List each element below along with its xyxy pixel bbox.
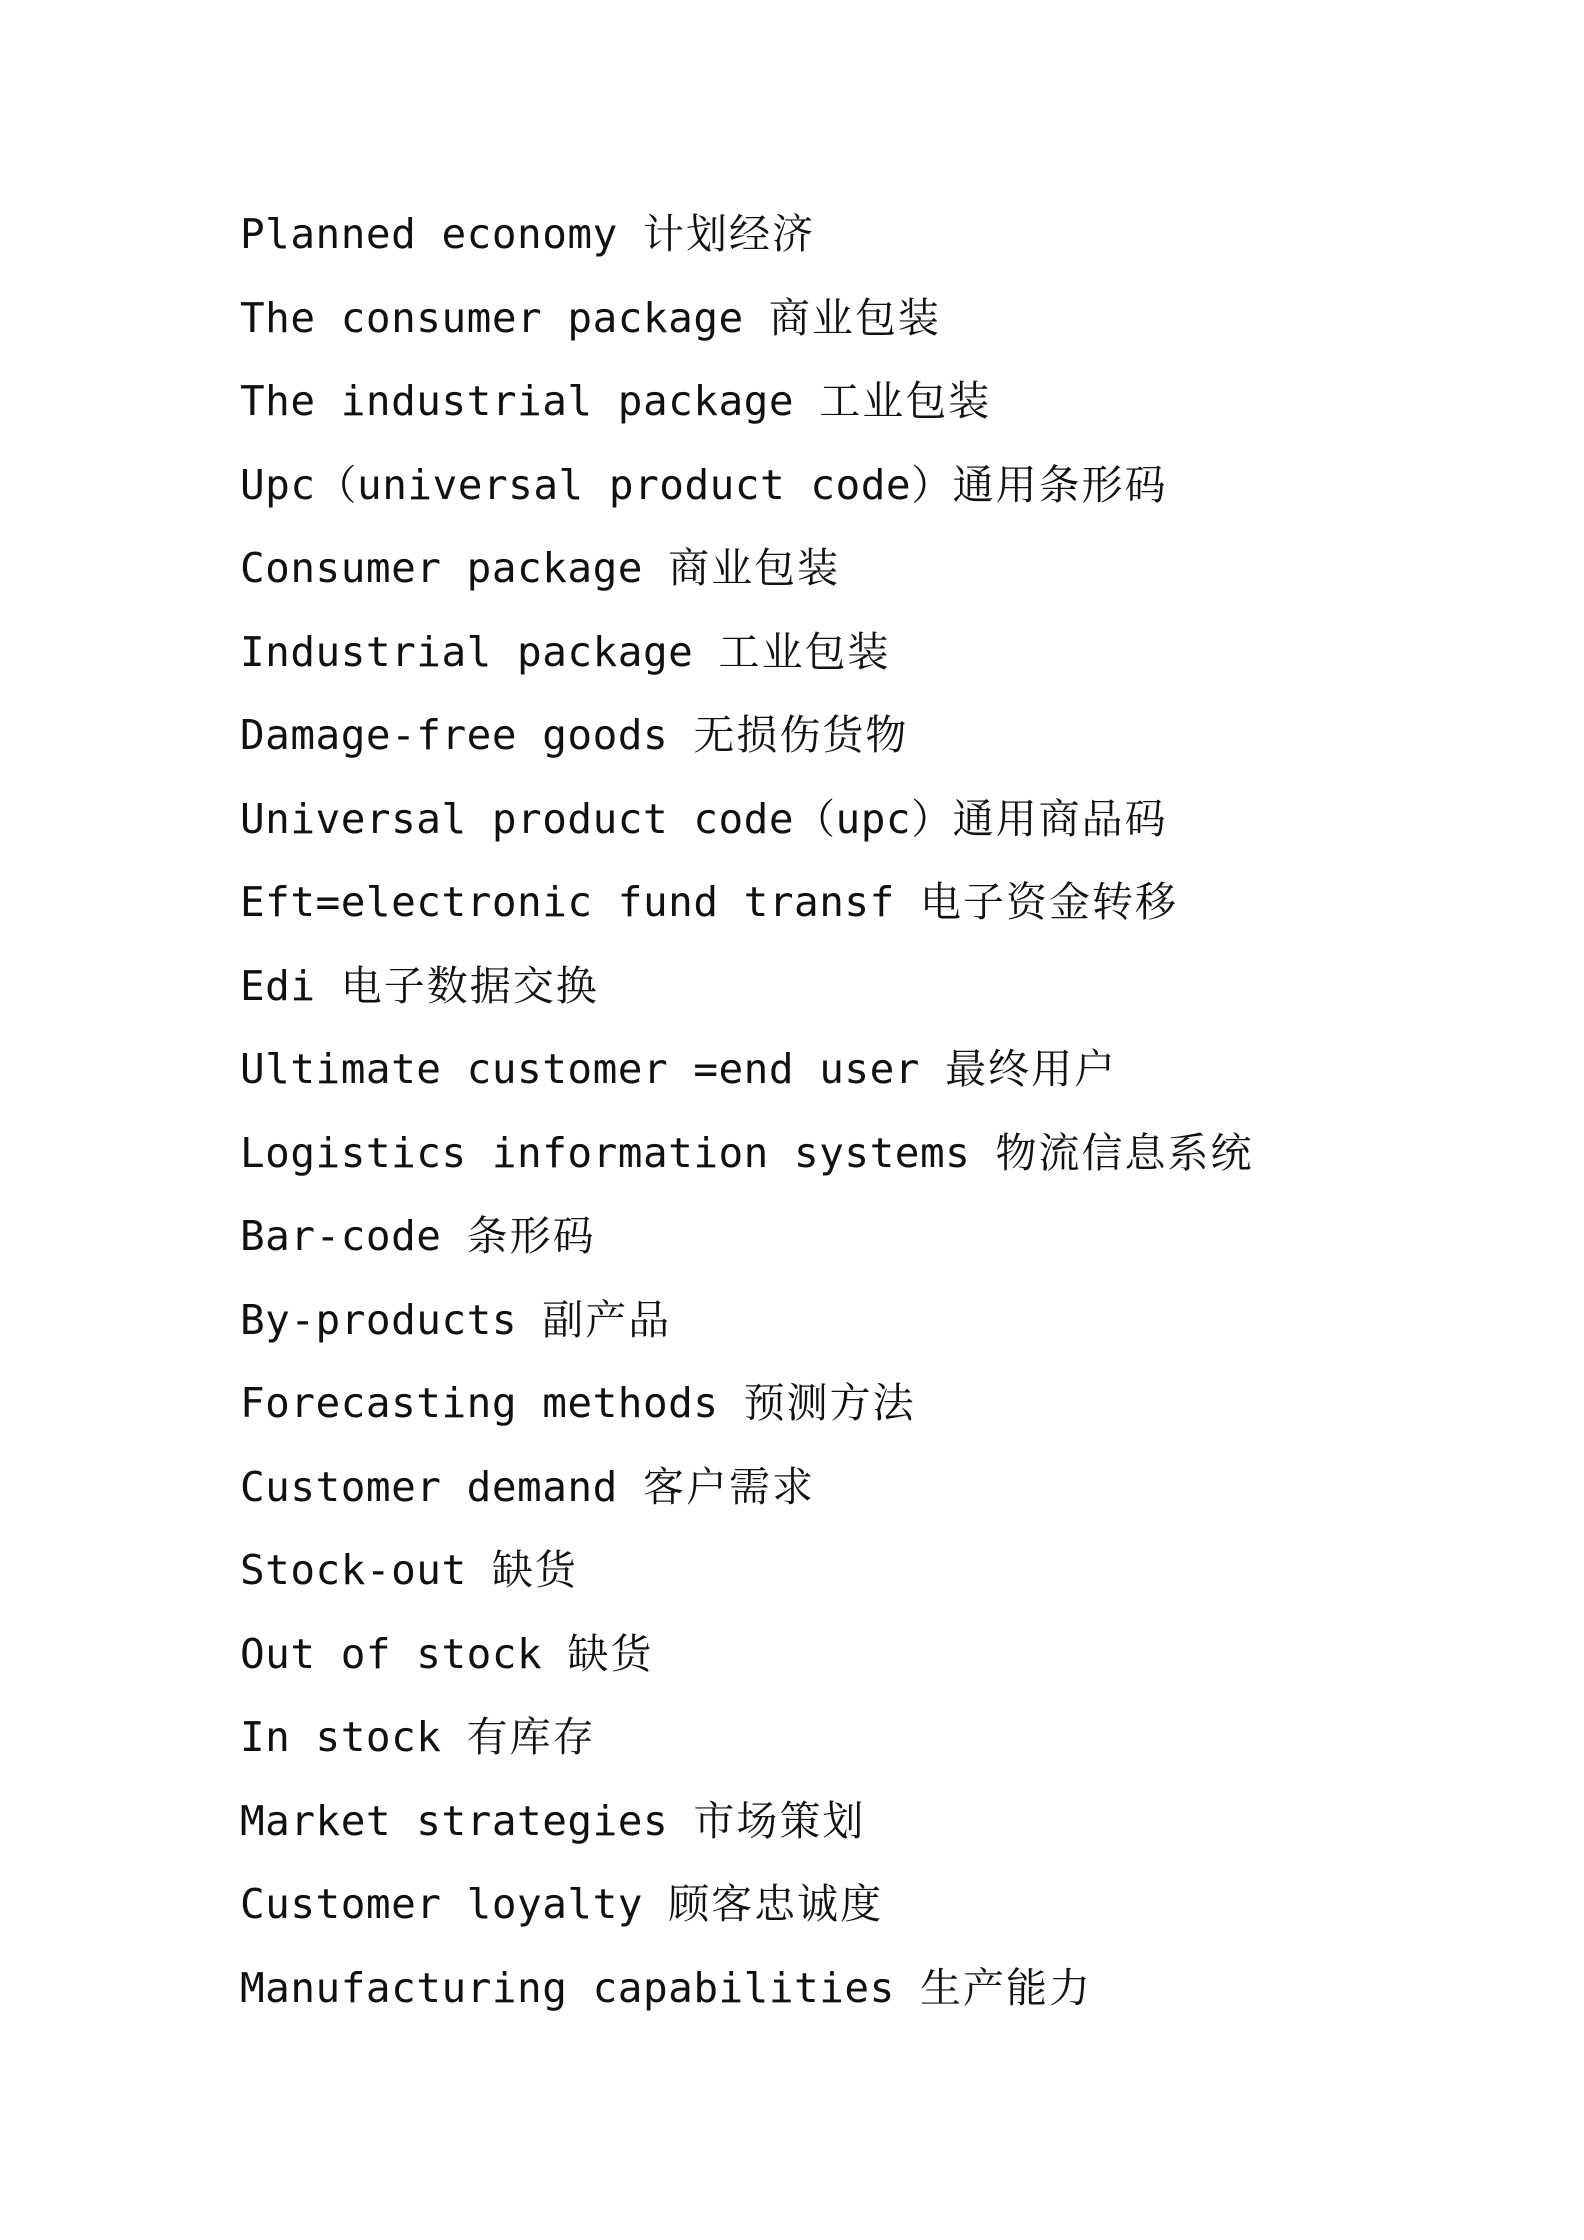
glossary-entry: [240, 204, 1254, 288]
glossary-entry: [240, 1290, 1254, 1374]
english-term: Eft=electronic fund transf: [240, 878, 895, 926]
chinese-term: 生产能力: [919, 1963, 1092, 2012]
glossary-entry: [240, 872, 1254, 956]
english-term: Upc（universal product code）: [240, 460, 953, 509]
glossary-entry: [240, 1123, 1254, 1207]
chinese-term: 副产品: [542, 1295, 672, 1344]
chinese-term: 无损伤货物: [693, 711, 909, 759]
glossary-entry: [240, 1624, 1254, 1708]
chinese-term: 商业包装: [668, 544, 841, 592]
chinese-term: 通用商品码: [952, 794, 1168, 843]
chinese-term: 工业包装: [819, 377, 992, 425]
chinese-term: 有库存: [466, 1713, 596, 1761]
glossary-entry: [240, 371, 1254, 455]
chinese-term: 客户需求: [642, 1462, 815, 1511]
glossary-entry: [240, 789, 1254, 873]
glossary-entry: [240, 1958, 1254, 2042]
english-term: By-products: [240, 1295, 518, 1344]
chinese-term: 条形码: [466, 1212, 596, 1260]
english-term: Universal product code（upc）: [240, 794, 953, 843]
english-term: Damage-free goods: [240, 711, 669, 759]
glossary-entry: [240, 1540, 1254, 1624]
chinese-term: 商业包装: [768, 293, 941, 342]
english-term: Stock-out: [240, 1546, 467, 1594]
english-term: The consumer package: [240, 293, 744, 342]
glossary-entry: [240, 538, 1254, 622]
glossary-entry: [240, 288, 1254, 372]
chinese-term: 物流信息系统: [995, 1128, 1254, 1177]
chinese-term: 电子资金转移: [919, 878, 1178, 926]
glossary-entry: [240, 956, 1254, 1040]
english-term: Market strategies: [240, 1796, 669, 1845]
english-term: Edi: [240, 961, 316, 1010]
chinese-term: 缺货: [491, 1546, 578, 1594]
english-term: Bar-code: [240, 1212, 442, 1260]
chinese-term: 预测方法: [743, 1379, 916, 1427]
english-term: Industrial package: [240, 627, 694, 676]
english-term: Manufacturing capabilities: [240, 1963, 895, 2012]
english-term: Logistics information systems: [240, 1128, 971, 1177]
glossary-entry: [240, 622, 1254, 706]
chinese-term: 缺货: [567, 1629, 654, 1678]
english-term: Consumer package: [240, 544, 643, 592]
english-term: In stock: [240, 1713, 442, 1761]
glossary-entry: [240, 1373, 1254, 1457]
glossary-entry: [240, 1039, 1254, 1123]
english-term: Ultimate customer =end user: [240, 1045, 920, 1093]
chinese-term: 电子数据交换: [340, 961, 599, 1010]
english-term: Customer loyalty: [240, 1880, 643, 1928]
english-term: Customer demand: [240, 1462, 618, 1511]
glossary-list: [240, 204, 1254, 2041]
english-term: Forecasting methods: [240, 1379, 719, 1427]
glossary-entry: [240, 1707, 1254, 1791]
glossary-entry: [240, 1791, 1254, 1875]
chinese-term: 工业包装: [718, 627, 891, 676]
english-term: Out of stock: [240, 1629, 543, 1678]
english-term: The industrial package: [240, 377, 795, 425]
glossary-entry: [240, 455, 1254, 539]
glossary-entry: [240, 705, 1254, 789]
chinese-term: 最终用户: [945, 1045, 1118, 1093]
english-term: Planned economy: [240, 210, 618, 258]
chinese-term: 通用条形码: [952, 460, 1168, 509]
glossary-entry: [240, 1206, 1254, 1290]
glossary-entry: [240, 1457, 1254, 1541]
glossary-entry: [240, 1874, 1254, 1958]
chinese-term: 顾客忠诚度: [668, 1880, 884, 1928]
chinese-term: 计划经济: [642, 210, 815, 258]
chinese-term: 市场策划: [693, 1796, 866, 1845]
